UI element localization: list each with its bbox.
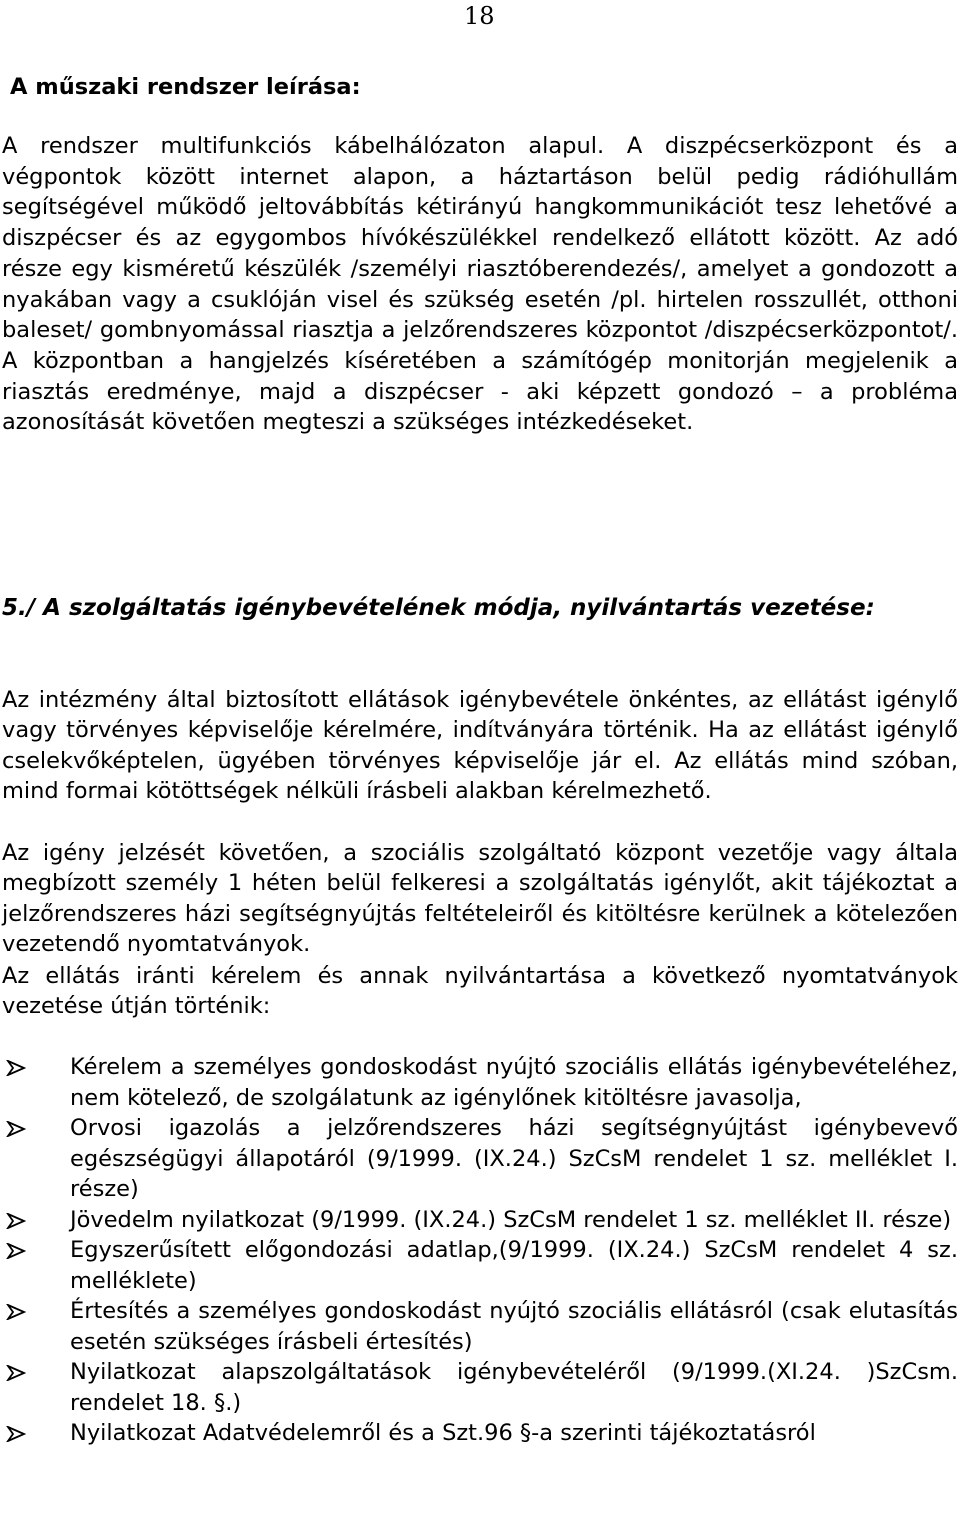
list-item-text: Orvosi igazolás a jelzőrendszeres házi segítségnyújtást igénybevevő egészségügyi állapotáról (9/1999. (IX.24.) SzCsM rendelet 1 sz. melléklet I. része)	[70, 1115, 958, 1202]
list-item	[0, 1418, 958, 1449]
list-item	[0, 1357, 958, 1418]
arrowhead-bullet-icon	[6, 1357, 46, 1387]
page-number: 18	[464, 2, 495, 30]
paragraph-voluntary-usage: Az intézmény által biztosított ellátások igénybevétele önkéntes, az ellátást igénylő vagy törvényes képviselője kérelmére, indítványára történik. Ha az ellátást igénylő cselekvőképtelen, ügyében törvényes képviselője jár el. Az ellátás mind szóban, mind formai kötöttségek nélküli írásbeli alakban kérelmezhető.	[2, 687, 958, 804]
list-item	[0, 1235, 958, 1296]
section-heading-service-usage: 5./ A szolgáltatás igénybevételének módja, nyilvántartás vezetése:	[2, 595, 875, 621]
list-item-text: Jövedelm nyilatkozat (9/1999. (IX.24.) SzCsM rendelet 1 sz. melléklet II. része)	[70, 1206, 952, 1233]
arrowhead-bullet-icon	[6, 1296, 46, 1326]
paragraph-forms-intro: Az ellátás iránti kérelem és annak nyilvántartása a következő nyomtatványok vezetése útján történik:	[2, 963, 958, 1020]
list-item	[0, 1205, 958, 1236]
section-heading-technical-description: A műszaki rendszer leírása:	[10, 74, 361, 100]
list-item	[0, 1296, 958, 1357]
arrowhead-bullet-icon	[6, 1418, 46, 1448]
list-item-text: Nyilatkozat alapszolgáltatások igénybevételéről (9/1999.(XI.24. )SzCsm. rendelet 18. §.)	[70, 1359, 958, 1416]
list-item-text: Értesítés a személyes gondoskodást nyújtó szociális ellátásról (csak elutasítás esetén szükséges írásbeli értesítés)	[70, 1298, 958, 1355]
paragraph-request-handling: Az igény jelzését követően, a szociális szolgáltató központ vezetője vagy általa megbízott személy 1 héten belül felkeresi a szolgáltatás igénylőt, akit tájékoztat a jelzőrendszeres házi segítségnyújtás feltételeiről és kitöltésre kerülnek a kötelezően vezetendő nyomtatványok.	[2, 840, 958, 957]
list-item-text: Kérelem a személyes gondoskodást nyújtó szociális ellátás igénybevételéhez, nem kötelező, de szolgálatunk az igénylőnek kitöltésre javasolja,	[70, 1054, 958, 1111]
list-item	[0, 1113, 958, 1205]
arrowhead-bullet-icon	[6, 1235, 46, 1265]
list-item	[0, 1052, 958, 1113]
forms-bullet-list	[0, 1052, 958, 1449]
list-item-text: Egyszerűsített előgondozási adatlap,(9/1999. (IX.24.) SzCsM rendelet 4 sz. melléklete)	[70, 1237, 958, 1294]
list-item-text: Nyilatkozat Adatvédelemről és a Szt.96 §-a szerinti tájékoztatásról	[70, 1420, 816, 1446]
arrowhead-bullet-icon	[6, 1113, 46, 1143]
arrowhead-bullet-icon	[6, 1205, 46, 1235]
technical-description-paragraph: A rendszer multifunkciós kábelhálózaton alapul. A diszpécserközpont és a végpontok között internet alapon, a háztartáson belül pedig rádióhullám segítségével működő jeltovábbítás kétirányú hangkommunikációt tesz lehetővé a diszpécser és az egygombos hívókészülékkel rendelkező ellátott között. Az adó része egy kisméretű készülék /személyi riasztóberendezés/, amelyet a gondozott a nyakában vagy a csuklóján visel és szükség esetén /pl. hirtelen rosszullét, otthoni baleset/ gombnyomással riasztja a jelzőrendszeres központot /diszpécserközpontot/. A központban a hangjelzés kíséretében a számítógép monitorján megjelenik a riasztás eredménye, majd a diszpécser - aki képzett gondozó – a probléma azonosítását követően megteszi a szükséges intézkedéseket.	[2, 133, 958, 436]
arrowhead-bullet-icon	[6, 1052, 46, 1082]
